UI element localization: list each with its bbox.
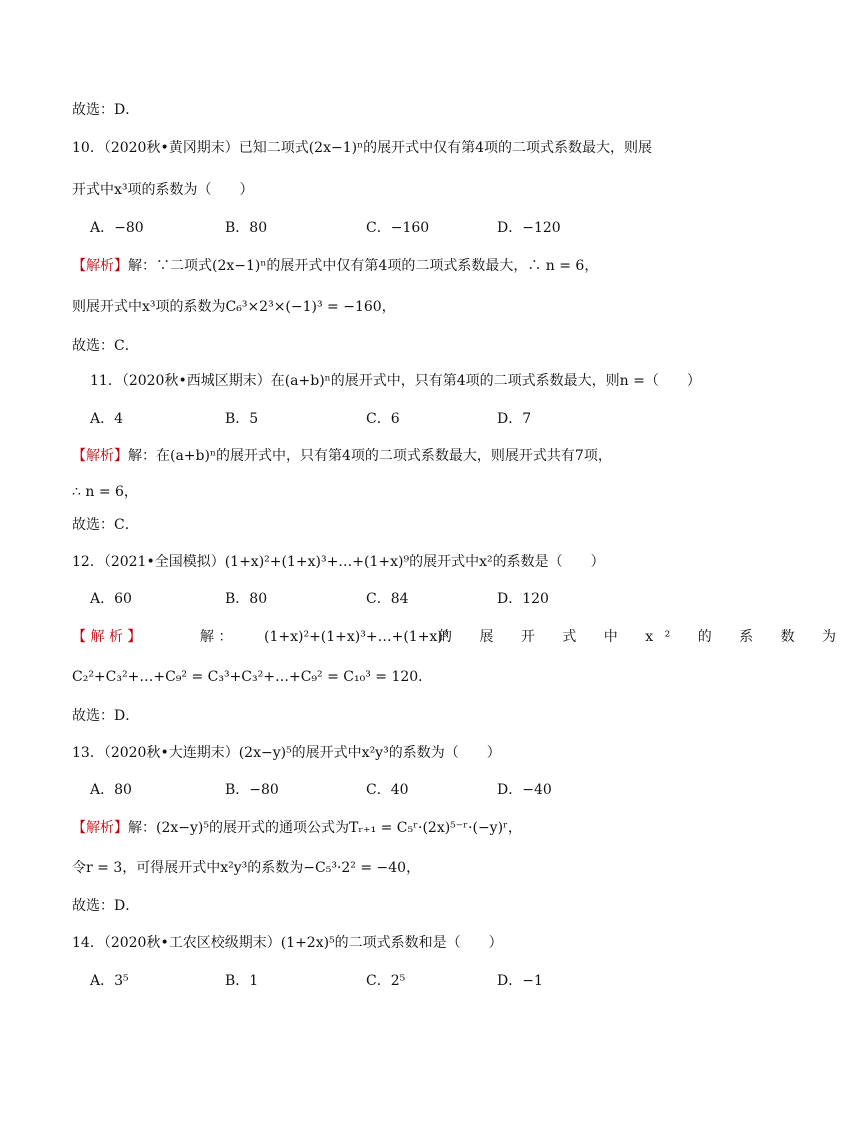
solution-expression: (1+x)²+(1+x)³+…+(1+x)⁹ xyxy=(264,629,449,645)
option-a: A．4 xyxy=(90,411,124,427)
option-d: D．−1 xyxy=(497,973,543,989)
question-11-stem: 11．（2020秋•西城区期末）在(a+b)ⁿ的展开式中，只有第4项的二项式系数最大，则n =（ ） xyxy=(90,373,701,389)
solution-text: 解：(2x−y)⁵的展开式的通项公式为Tᵣ₊₁ = C₅ʳ·(2x)⁵⁻ʳ·(−y)ʳ， xyxy=(128,820,522,836)
option-d: D．7 xyxy=(497,411,532,427)
option-c: C．84 xyxy=(366,591,409,607)
option-b: B．−80 xyxy=(225,782,279,798)
question-12-stem: 12．（2021•全国模拟）(1+x)²+(1+x)³+…+(1+x)⁹的展开式中x²的系数是（ ） xyxy=(72,554,605,570)
option-b: B．80 xyxy=(225,220,268,236)
solution-12-line-2: C₂²+C₃²+…+C₉² = C₃³+C₃²+…+C₉² = C₁₀³ = 120． xyxy=(72,669,433,685)
option-b: B．1 xyxy=(225,973,259,989)
solution-label: 解 ： xyxy=(200,629,233,645)
question-13-stem: 13．（2020秋•大连期末）(2x−y)⁵的展开式中x²y³的系数为（ ） xyxy=(72,745,501,761)
analysis-tag: 【解析】 xyxy=(72,258,128,274)
option-d: D．120 xyxy=(497,591,549,607)
solution-12-line-3: 故选：D． xyxy=(72,708,140,724)
option-d: D．−120 xyxy=(497,220,561,236)
solution-text: 解：∵二项式(2x−1)ⁿ的展开式中仅有第4项的二项式系数最大，∴ n = 6， xyxy=(128,258,599,274)
option-a: A．60 xyxy=(90,591,132,607)
solution-10-line-2: 则展开式中x³项的系数为C₆³×2³×(−1)³ = −160， xyxy=(72,299,396,315)
answer-line-9: 故选：D． xyxy=(72,102,140,118)
solution-11-line-3: 故选：C． xyxy=(72,517,139,533)
question-10-stem-cont: 开式中x³项的系数为（ ） xyxy=(72,182,254,198)
question-10-stem: 10．（2020秋•黄冈期末）已知二项式(2x−1)ⁿ的展开式中仅有第4项的二项式系数最大，则展 xyxy=(72,140,653,156)
analysis-tag: 【解析】 xyxy=(72,820,128,836)
option-c: C．−160 xyxy=(366,220,430,236)
option-c: C．6 xyxy=(366,411,400,427)
analysis-tag: 【解析】 xyxy=(72,448,128,464)
solution-13-line-3: 故选：D． xyxy=(72,898,140,914)
solution-text: 的 展 开 式 中 x² 的 系 数 为 xyxy=(438,629,848,645)
solution-text: 解：在(a+b)ⁿ的展开式中，只有第4项的二项式系数最大，则展开式共有7项， xyxy=(128,448,612,464)
option-c: C．40 xyxy=(366,782,409,798)
option-d: D．−40 xyxy=(497,782,552,798)
solution-13-line-2: 令r = 3，可得展开式中x²y³的系数为−C₅³·2² = −40， xyxy=(72,860,421,876)
analysis-tag: 【 解 析 】 xyxy=(72,629,142,645)
solution-10-line-1 xyxy=(72,256,598,276)
solution-10-line-3: 故选：C． xyxy=(72,338,139,354)
option-b: B．80 xyxy=(225,591,268,607)
option-b: B．5 xyxy=(225,411,259,427)
option-c: C．2⁵ xyxy=(366,973,406,989)
option-a: A．80 xyxy=(90,782,132,798)
solution-11-line-2: ∴ n = 6， xyxy=(72,484,138,500)
option-a: A．−80 xyxy=(90,220,144,236)
solution-11-line-1 xyxy=(72,446,612,466)
solution-13-line-1 xyxy=(72,818,522,838)
question-14-stem: 14．（2020秋•工农区校级期末）(1+2x)⁵的二项式系数和是（ ） xyxy=(72,935,503,951)
option-a: A．3⁵ xyxy=(90,973,129,989)
